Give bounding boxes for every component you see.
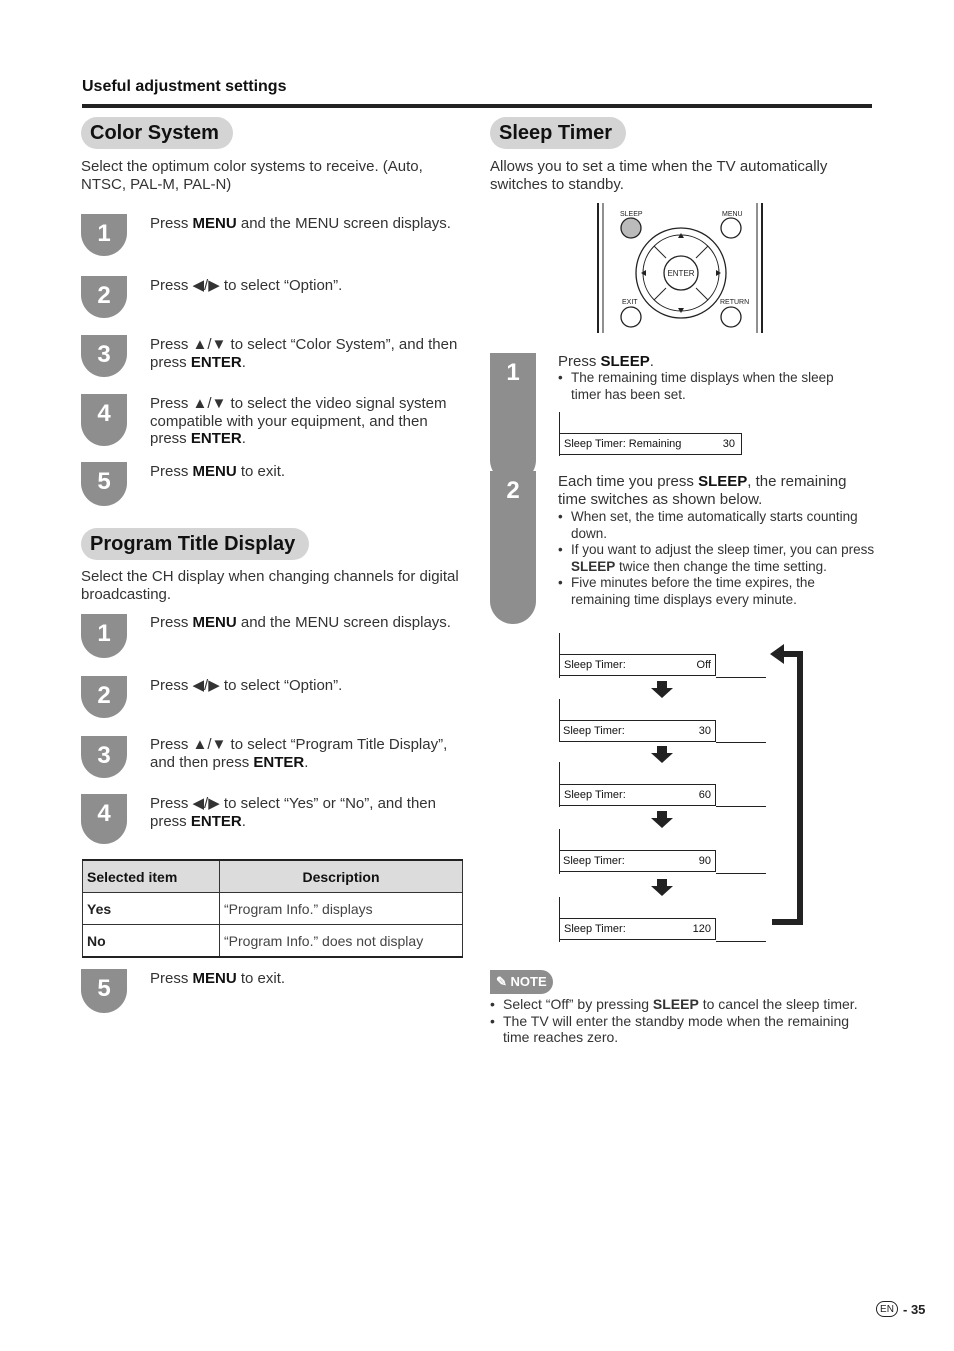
timer-value: 60 <box>698 789 711 801</box>
step-text: Press SLEEP. <box>558 353 654 370</box>
note-label: NOTE <box>510 974 547 989</box>
cycle-step-display <box>559 720 716 742</box>
down-arrow-icon <box>650 879 674 897</box>
page-section-title: Useful adjustment settings <box>82 78 287 95</box>
timer-label: Sleep Timer: <box>564 789 626 801</box>
loop-back-arrow-icon <box>766 642 806 928</box>
timer-label: Sleep Timer: <box>563 725 625 737</box>
sleep-timer-heading: Sleep Timer <box>490 117 626 149</box>
step-number: 5 <box>81 462 127 506</box>
program-title-intro: Select the CH display when changing channels for digital broadcasting. <box>81 568 459 603</box>
program-title-heading: Program Title Display <box>81 528 309 560</box>
step-text: Press MENU to exit. <box>150 970 286 987</box>
cycle-step-display <box>559 654 716 676</box>
step-text: Press ▲/▼ to select “Color System”, and then press ENTER. <box>150 336 458 371</box>
remaining-timer-display <box>559 433 742 455</box>
color-system-intro: Select the optimum color systems to receive. (Auto, NTSC, PAL-M, PAL-N) <box>81 158 423 193</box>
table-cell: No <box>83 925 220 958</box>
table-row <box>83 893 463 925</box>
table-row <box>83 925 463 958</box>
step-number: 3 <box>81 335 127 377</box>
step-text: Press MENU and the MENU screen displays. <box>150 614 451 631</box>
table-cell: Yes <box>83 893 220 925</box>
step-text: Press ▲/▼ to select “Program Title Display”, and then press ENTER. <box>150 736 448 771</box>
pencil-icon: ✎ <box>496 974 507 989</box>
timer-value: 120 <box>692 923 711 935</box>
step-number: 2 <box>490 471 536 624</box>
cycle-underline <box>716 873 766 874</box>
timer-value: 30 <box>722 438 735 450</box>
step-text: Press ▲/▼ to select the video signal system compatible with your equipment, and then press ENTER. <box>150 395 447 447</box>
step-number: 4 <box>81 394 127 446</box>
note-badge <box>490 970 553 994</box>
table-header: Selected item <box>83 860 220 893</box>
table-cell: “Program Info.” displays <box>220 893 463 925</box>
table-header: Description <box>220 860 463 893</box>
cycle-step-display <box>559 784 716 806</box>
step-number: 1 <box>490 353 536 483</box>
timer-label: Sleep Timer: Remaining <box>564 438 682 450</box>
step1-notes <box>558 370 858 403</box>
step-text: Press ◀/▶ to select “Option”. <box>150 677 343 694</box>
enter-key-label: ENTER <box>667 269 695 278</box>
exit-key-label: EXIT <box>622 299 638 306</box>
cycle-underline <box>716 677 766 678</box>
step-number: 1 <box>81 614 127 658</box>
color-system-heading: Color System <box>81 117 233 149</box>
return-button <box>721 307 741 327</box>
remote-control-illustration <box>594 203 766 333</box>
return-key-label: RETURN <box>720 299 750 306</box>
list-item: • Select “Off” by pressing SLEEP to cancel the sleep timer. <box>490 996 870 1013</box>
down-arrow-icon <box>650 811 674 829</box>
step-number: 1 <box>81 214 127 256</box>
timer-value: Off <box>696 659 711 671</box>
sleep-key-label: SLEEP <box>620 211 643 218</box>
table-header-row <box>83 860 463 893</box>
step-number: 3 <box>81 736 127 778</box>
list-item: • If you want to adjust the sleep timer, you can press SLEEP twice then change the time setting. <box>558 542 876 575</box>
step-number: 5 <box>81 969 127 1013</box>
down-arrow-icon <box>650 746 674 764</box>
timer-label: Sleep Timer: <box>564 923 626 935</box>
menu-button <box>721 218 741 238</box>
header-rule <box>82 104 872 108</box>
step-text: Press ◀/▶ to select “Yes” or “No”, and then press ENTER. <box>150 795 436 830</box>
table-cell: “Program Info.” does not display <box>220 925 463 958</box>
step-text: Each time you press SLEEP, the remaining time switches as shown below. <box>558 473 847 508</box>
step-number: 2 <box>81 676 127 718</box>
menu-key-label: MENU <box>722 211 743 218</box>
timer-label: Sleep Timer: <box>564 659 626 671</box>
program-title-table <box>82 859 463 958</box>
list-item: • The TV will enter the standby mode when the remaining time reaches zero. <box>490 1013 870 1046</box>
exit-button <box>621 307 641 327</box>
cycle-step-display <box>559 850 716 872</box>
list-item: • When set, the time automatically starts counting down. <box>558 509 876 542</box>
cycle-underline <box>716 806 766 807</box>
sleep-button <box>621 218 641 238</box>
list-item: • Five minutes before the time expires, the remaining time displays every minute. <box>558 575 876 608</box>
cycle-step-display <box>559 918 716 940</box>
note-list <box>490 996 870 1046</box>
timer-value: 90 <box>698 855 711 867</box>
cycle-underline <box>716 941 766 942</box>
language-badge: EN <box>876 1301 898 1317</box>
sleep-timer-intro: Allows you to set a time when the TV automatically switches to standby. <box>490 158 828 193</box>
step-number: 2 <box>81 276 127 318</box>
step-number: 4 <box>81 794 127 844</box>
step-text: Press MENU and the MENU screen displays. <box>150 215 451 232</box>
cycle-underline <box>716 742 766 743</box>
timer-label: Sleep Timer: <box>563 855 625 867</box>
step2-notes <box>558 509 876 608</box>
step-text: Press ◀/▶ to select “Option”. <box>150 277 343 294</box>
list-item: • The remaining time displays when the sleep timer has been set. <box>558 370 858 403</box>
down-arrow-icon <box>650 681 674 699</box>
timer-value: 30 <box>698 725 711 737</box>
page-number: - 35 <box>903 1302 926 1317</box>
step-text: Press MENU to exit. <box>150 463 286 480</box>
